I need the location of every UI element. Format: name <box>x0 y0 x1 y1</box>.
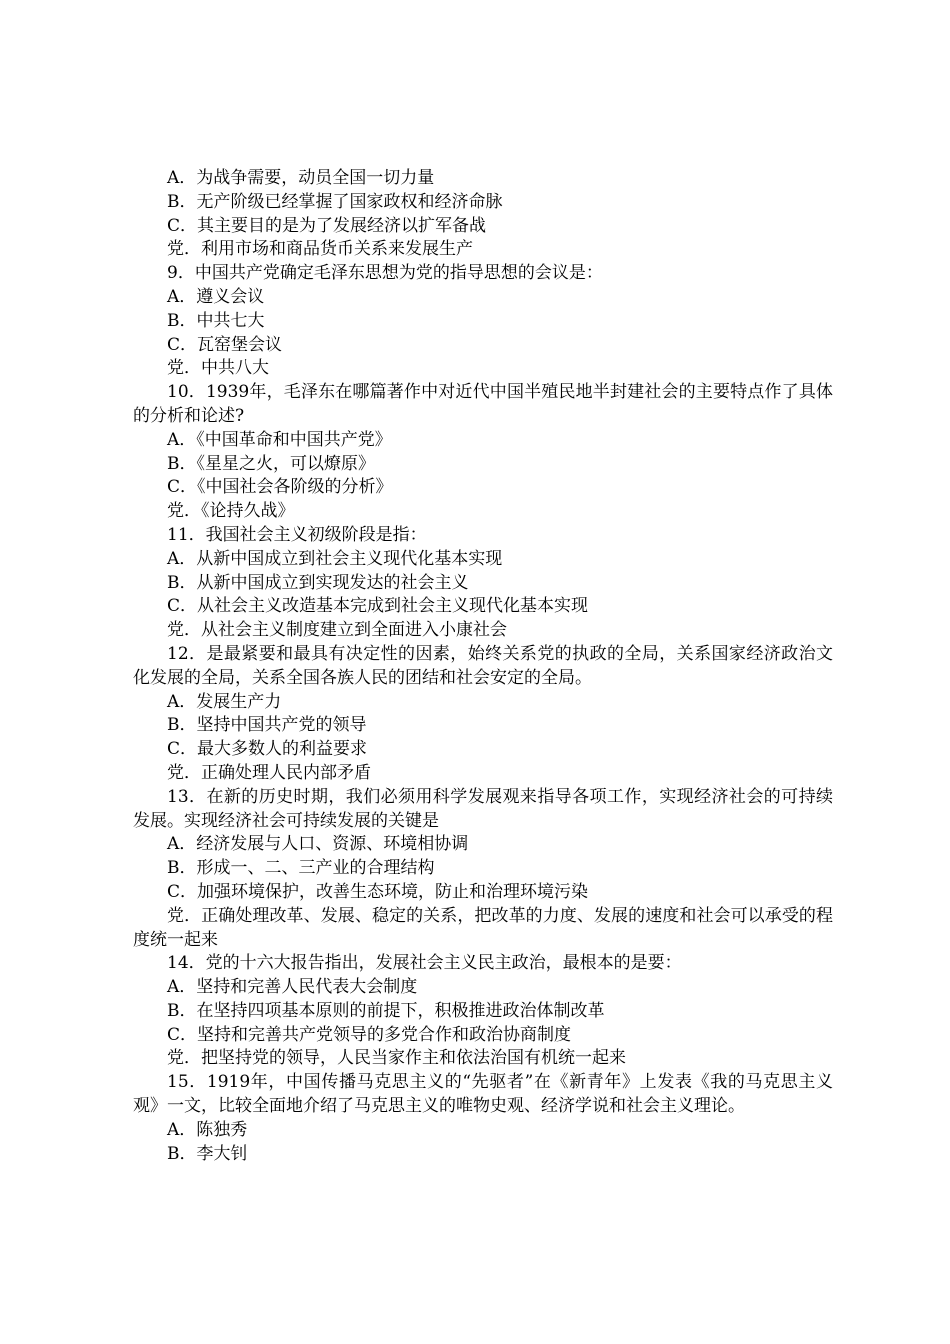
document-paragraph: 党．正确处理改革、发展、稳定的关系，把改革的力度、发展的速度和社会可以承受的程度统一起来 <box>133 905 833 950</box>
document-line: C．加强环境保护，改善生态环境，防止和治理环境污染 <box>167 881 589 902</box>
document-line: 党．《论持久战》 <box>167 501 295 522</box>
document-line: A．遵义会议 <box>167 286 265 307</box>
document-line: C．《中国社会各阶级的分析》 <box>167 477 393 498</box>
document-line: A．从新中国成立到社会主义现代化基本实现 <box>167 548 503 569</box>
document-line: A．坚持和完善人民代表大会制度 <box>167 977 418 998</box>
document-line: C．其主要目的是为了发展经济以扩军备战 <box>167 215 487 236</box>
document-line: B．在坚持四项基本原则的前提下，积极推进政治体制改革 <box>167 1000 605 1021</box>
document-line: A．为战争需要，动员全国一切力量 <box>167 168 435 188</box>
document-line: 党．把坚持党的领导，人民当家作主和依法治国有机统一起来 <box>167 1048 626 1069</box>
document-line: B．《星星之火，可以燎原》 <box>167 453 375 474</box>
document-line: A．《中国革命和中国共产党》 <box>167 429 392 450</box>
document-line: C．坚持和完善共产党领导的多党合作和政治协商制度 <box>167 1024 572 1045</box>
document-line: B．坚持中国共产党的领导 <box>167 715 367 736</box>
document-body <box>133 167 833 1166</box>
document-paragraph: 15．1919年，中国传播马克思主义的“先驱者”在《新青年》上发表《我的马克思主义观》一文，比较全面地介绍了马克思主义的唯物史观、经济学说和社会主义理论。 <box>133 1072 833 1117</box>
document-line: 11．我国社会主义初级阶段是指： <box>167 524 427 545</box>
document-line: B．中共七大 <box>167 310 265 331</box>
document-line: A．发展生产力 <box>167 691 282 712</box>
document-line: B．李大钊 <box>167 1143 248 1164</box>
document-line: B．无产阶级已经掌握了国家政权和经济命脉 <box>167 191 503 212</box>
document-line: B．从新中国成立到实现发达的社会主义 <box>167 572 469 593</box>
document-paragraph: 12．是最紧要和最具有决定性的因素，始终关系党的执政的全局，关系国家经济政治文化发展的全局，关系全国各族人民的团结和社会安定的全局。 <box>133 643 833 688</box>
document-line: 党．正确处理人民内部矛盾 <box>167 762 371 783</box>
document-line: 14．党的十六大报告指出，发展社会主义民主政治，最根本的是要： <box>167 953 682 974</box>
document-line: C．从社会主义改造基本完成到社会主义现代化基本实现 <box>167 596 589 617</box>
document-line: A．陈独秀 <box>167 1119 248 1140</box>
document-line: C．瓦窑堡会议 <box>167 334 283 355</box>
document-line: 9．中国共产党确定毛泽东思想为党的指导思想的会议是： <box>167 263 603 284</box>
document-line: A．经济发展与人口、资源、环境相协调 <box>167 834 469 855</box>
document-paragraph: 10．1939年，毛泽东在哪篇著作中对近代中国半殖民地半封建社会的主要特点作了具体的分析和论述? <box>133 382 833 426</box>
document-line: C．最大多数人的利益要求 <box>167 739 368 760</box>
document-line: 党．从社会主义制度建立到全面进入小康社会 <box>167 620 507 641</box>
document-line: 党．中共八大 <box>167 358 269 379</box>
document-line: B．形成一、二、三产业的合理结构 <box>167 858 435 879</box>
document-paragraph: 13．在新的历史时期，我们必须用科学发展观来指导各项工作，实现经济社会的可持续发展。实现经济社会可持续发展的关键是 <box>133 786 833 831</box>
document-line: 党．利用市场和商品货币关系来发展生产 <box>167 239 473 260</box>
